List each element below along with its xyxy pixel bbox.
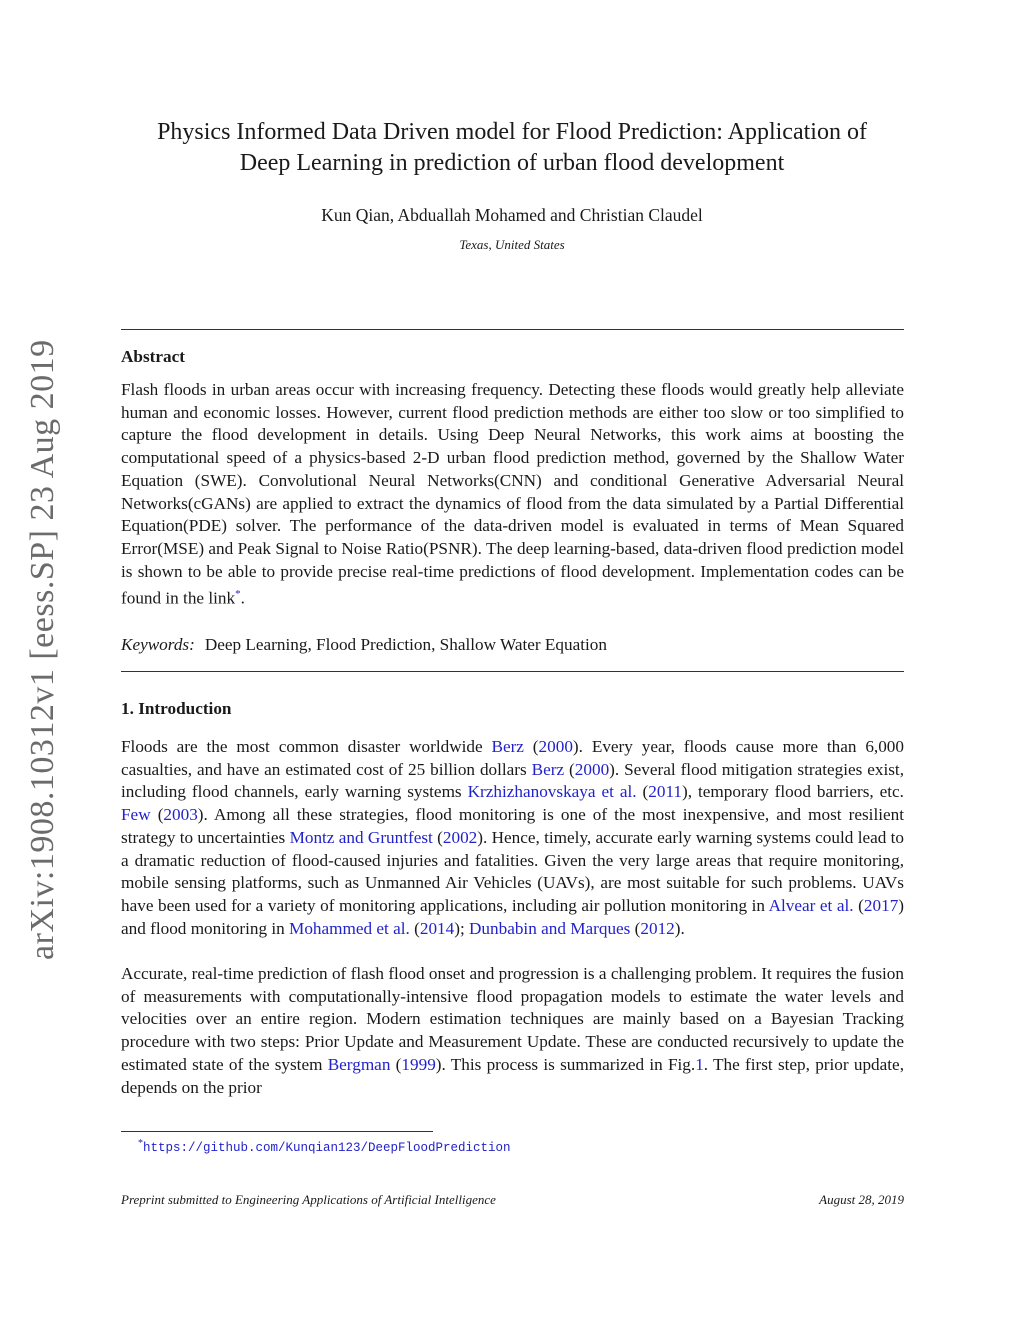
paragraph-text: Floods are the most common disaster worldwide	[121, 737, 492, 756]
paragraph-text: );	[454, 918, 470, 938]
abstract-heading: Abstract	[121, 347, 185, 366]
citation-link[interactable]: Bergman	[327, 1054, 391, 1074]
top-rule	[121, 329, 904, 330]
paragraph-text: (	[432, 827, 443, 847]
citation-link[interactable]: 2014	[419, 918, 455, 938]
paragraph-text: (	[853, 895, 864, 915]
footnote-url-link[interactable]: https://github.com/Kunqian123/DeepFloodPrediction	[143, 1141, 511, 1156]
citation-link[interactable]: 2002	[442, 827, 478, 847]
paragraph-text: ) and flood monitoring in	[121, 895, 905, 938]
footer-date: August 28, 2019	[819, 1192, 904, 1207]
citation-link[interactable]: 2011	[648, 782, 683, 802]
citation-link[interactable]: 1	[695, 1054, 704, 1074]
paragraph-text: ), temporary flood barriers, etc.	[682, 782, 904, 802]
paragraph-text: ). Several flood mitigation strategies exist, including flood channels, early warning systems	[121, 759, 904, 802]
footer-preprint-note: Preprint submitted to Engineering Applications of Artificial Intelligence	[121, 1192, 496, 1207]
citation-link[interactable]: Few	[121, 805, 151, 825]
paragraph-text: ). Among all these strategies, flood monitoring is one of the most inexpensive, and most resilient strategy to uncertainties	[121, 805, 904, 847]
citation-link[interactable]: Berz	[531, 759, 565, 779]
paragraph-text: ). Every year, floods cause more than 6,000 casualties, and have an estimated cost of 25 billion dollars	[121, 737, 904, 779]
citation-link[interactable]: Mohammed et al.	[289, 918, 410, 938]
paper-title	[110, 117, 914, 179]
footnote-rule	[121, 1131, 433, 1132]
paragraph-text: (	[150, 805, 164, 825]
citation-link[interactable]: Berz	[491, 737, 524, 756]
keywords-rule	[121, 671, 904, 672]
paragraph-text: (	[564, 759, 575, 779]
paragraph-text: (	[409, 918, 420, 938]
paragraph-text: ).	[674, 918, 685, 938]
footnote	[138, 1138, 511, 1155]
paragraph-text: Accurate, real-time prediction of flash flood onset and progression is a challenging problem. It requires the fusion of measurements with computationally-intensive flood propagation models to estimate the water levels and velocities over an entire region. Modern estimation techniques are mainly based on a Bayesian Tracking procedure with two steps: Prior Update and Measurement Update. These are conducted recursively to update the estimated state of the system	[121, 964, 904, 1074]
citation-link[interactable]: 1999	[401, 1054, 436, 1074]
citation-link[interactable]: 2000	[538, 737, 573, 756]
authors: Kun Qian, Abduallah Mohamed and Christian Claudel	[321, 205, 703, 225]
abstract-end: .	[240, 589, 245, 609]
citation-link[interactable]: Montz and Gruntfest	[289, 827, 433, 847]
arxiv-side-stamp: arXiv:1908.10312v1 [eess.SP] 23 Aug 2019	[24, 339, 61, 960]
introduction-heading: 1. Introduction	[121, 699, 232, 718]
paragraph-text: (	[390, 1054, 402, 1074]
intro-paragraph-1	[121, 736, 904, 940]
footnote-mark: *	[138, 1138, 143, 1149]
paragraph-text: ). Hence, timely, accurate early warning systems could lead to a dramatic reduction of flood-caused injuries and fatalities. Given the very large areas that require monitoring, mobile sensing platforms, such as Unmanned Air Vehicles (UAVs), are most suitable for such problems. UAVs have been used for a variety of monitoring applications, including air pollution monitoring in	[121, 827, 905, 915]
paragraph-text: (	[523, 737, 539, 756]
citation-link[interactable]: 2003	[163, 805, 198, 825]
keywords	[121, 634, 904, 657]
paragraph-text: (	[630, 918, 641, 938]
abstract-body	[121, 379, 904, 611]
paragraph-text: ). This process is summarized in Fig.	[435, 1054, 696, 1074]
intro-paragraph-2	[121, 963, 904, 1099]
paragraph-text: . The first step, prior update, depends on the prior	[121, 1054, 904, 1097]
abstract-text: Flash floods in urban areas occur with increasing frequency. Detecting these floods would greatly help alleviate human and economic losses. However, current flood prediction methods are either too slow or too simplified to capture the flood development in details. Using Deep Neural Networks, this work aims at boosting the computational speed of a physics-based 2-D urban flood prediction method, governed by the Shallow Water Equation (SWE). Convolutional Neural Networks(CNN) and conditional Generative Adversarial Neural Networks(cGANs) are applied to extract the dynamics of flood from the data simulated by a Partial Differential Equation(PDE) solver. The performance of the data-driven model is evaluated in terms of Mean Squared Error(MSE) and Peak Signal to Noise Ratio(PSNR). The deep learning-based, data-driven flood prediction model is shown to be able to provide precise real-time predictions of flood development. Implementation codes can be found in the link	[121, 380, 904, 609]
title-line-1: Physics Informed Data Driven model for Flood Prediction: Application of	[157, 119, 867, 145]
title-line-2: Deep Learning in prediction of urban flood development	[239, 150, 785, 176]
citation-link[interactable]: 2017	[863, 895, 899, 915]
paragraph-text: (	[636, 782, 649, 802]
citation-link[interactable]: 2000	[574, 759, 610, 779]
keywords-label: Keywords:	[121, 635, 195, 654]
citation-link[interactable]: Dunbabin and Marques	[469, 918, 631, 938]
citation-link[interactable]: Krzhizhanovskaya et al.	[467, 782, 637, 802]
keywords-value: Deep Learning, Flood Prediction, Shallow Water Equation	[204, 635, 607, 654]
citation-link[interactable]: Alvear et al.	[768, 895, 854, 915]
citation-link[interactable]: 2012	[640, 918, 675, 938]
footnote-marker-link[interactable]: *	[235, 588, 241, 601]
affiliation: Texas, United States	[459, 237, 565, 252]
